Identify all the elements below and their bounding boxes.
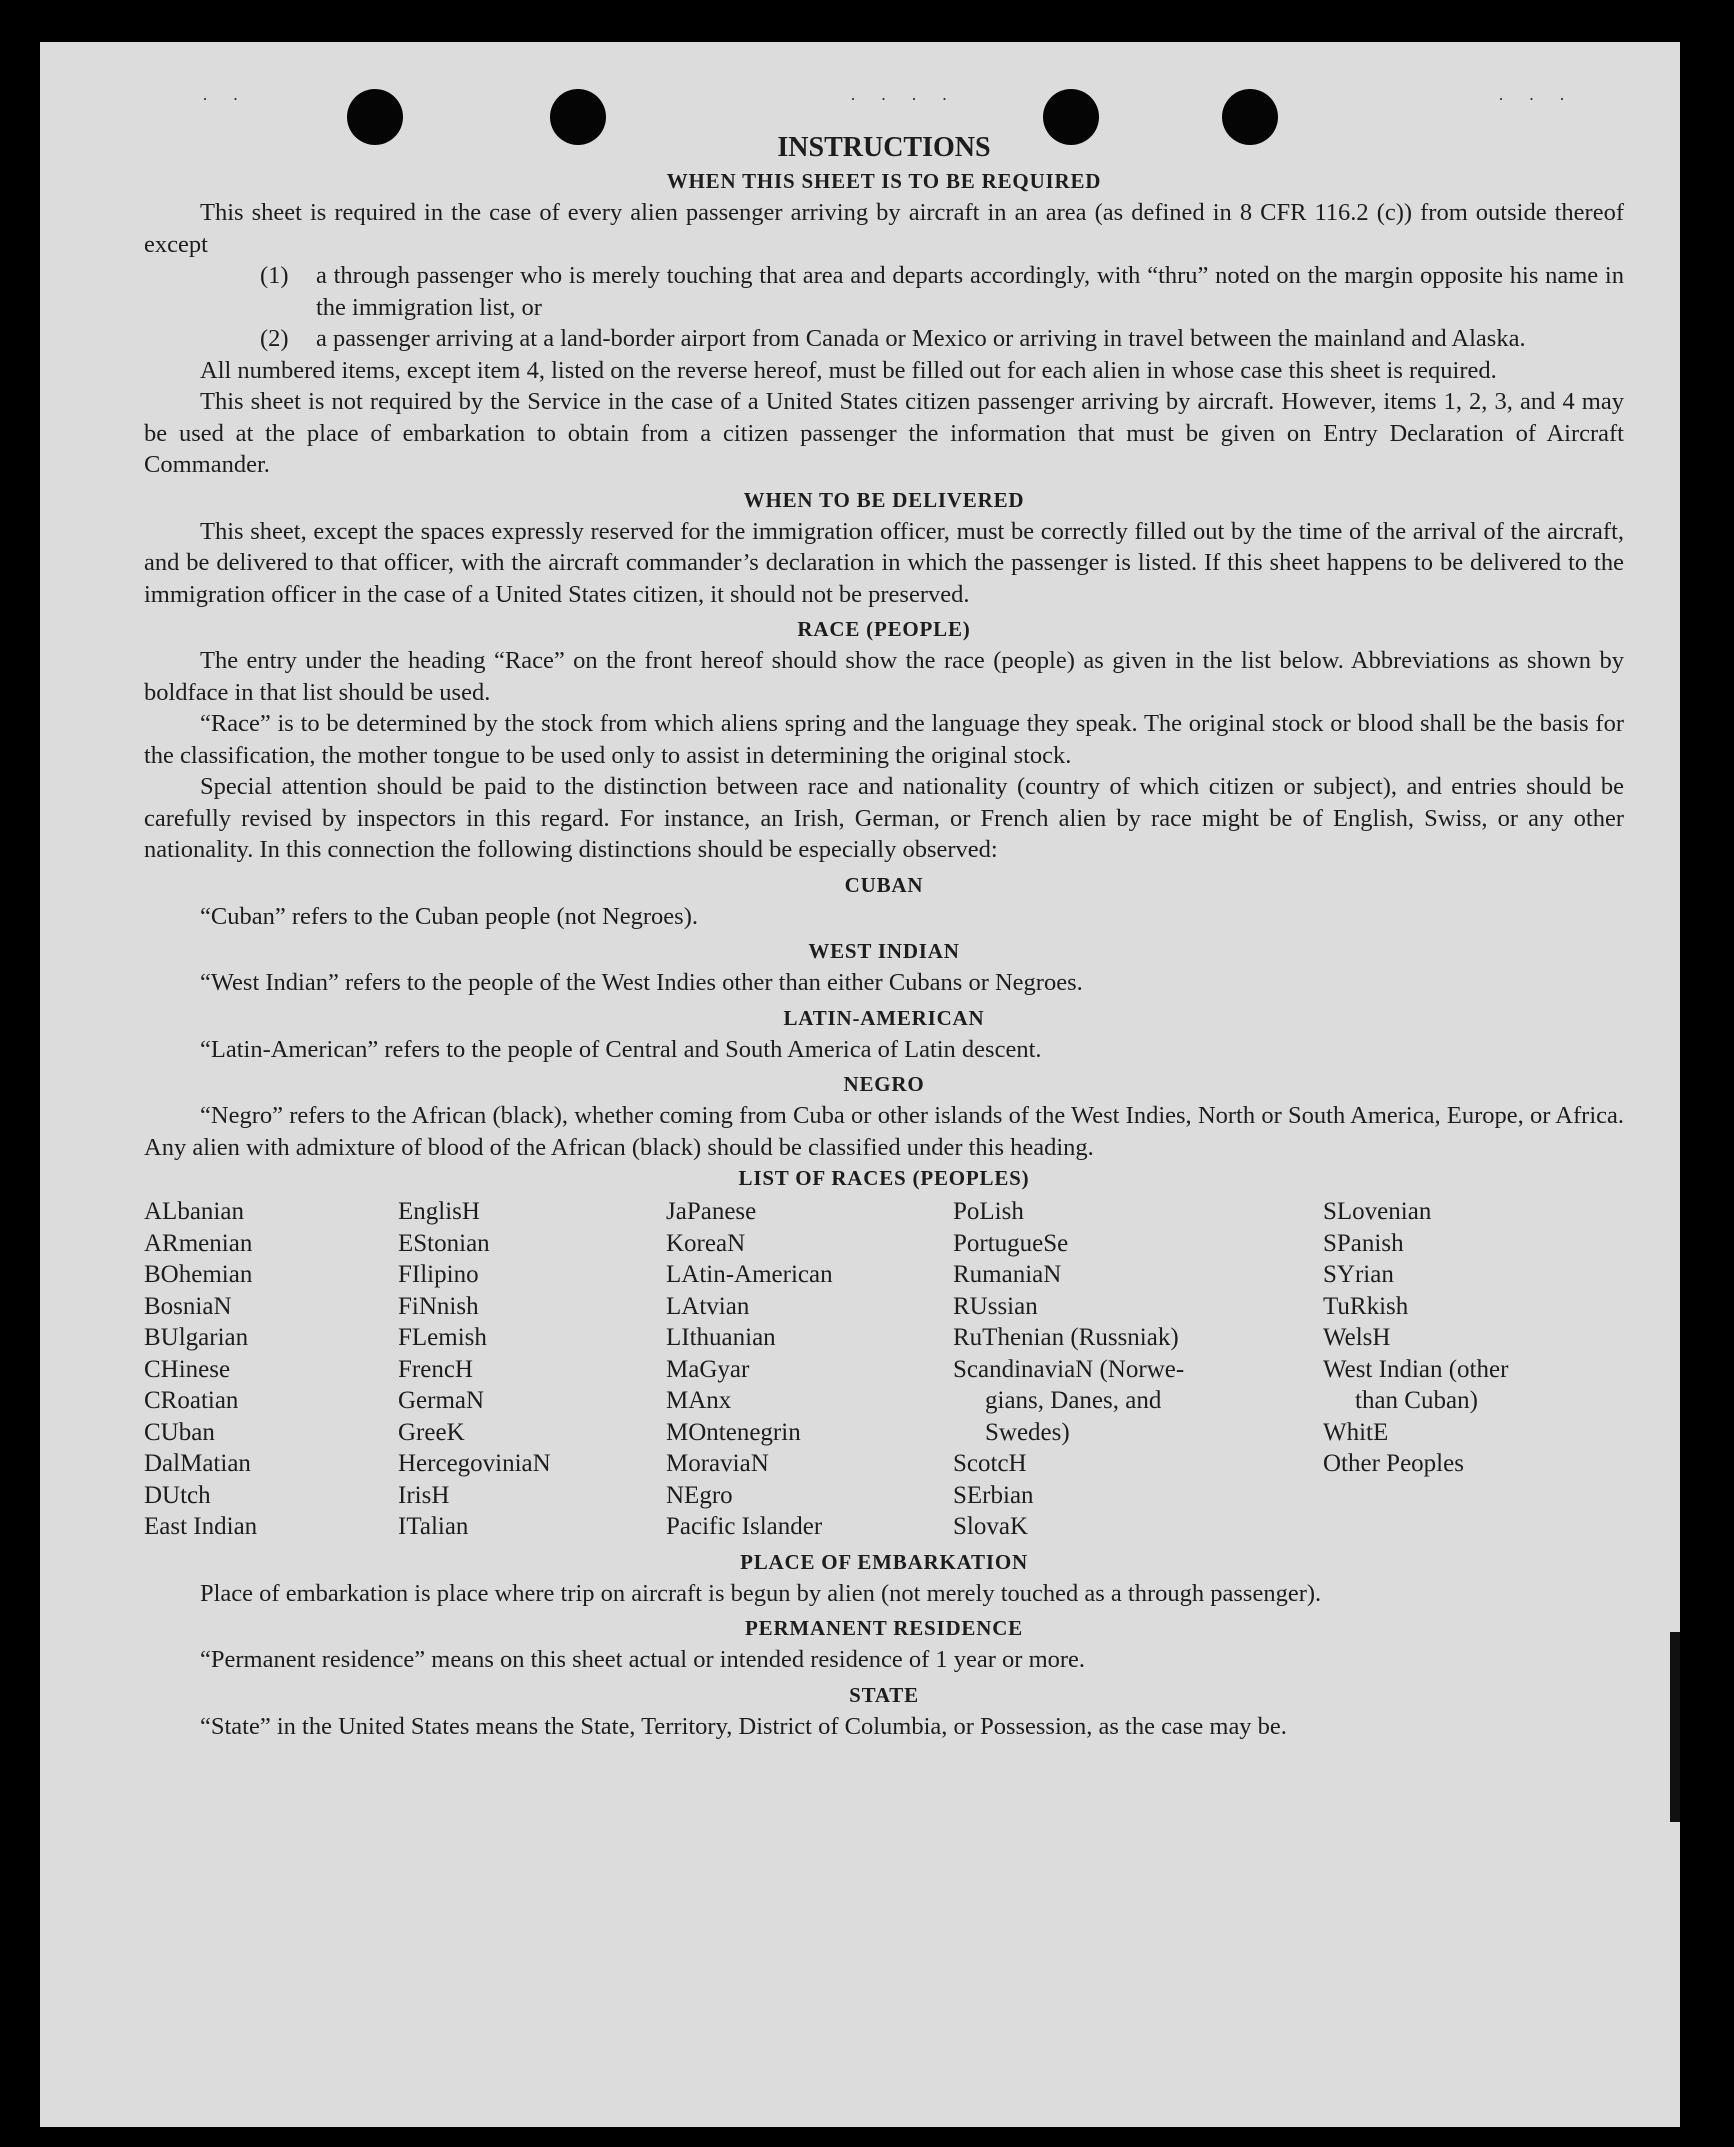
- race-entry: LAtvian: [666, 1292, 750, 1320]
- paragraph: The entry under the heading “Race” on the front hereof should show the race (people) as given in the list below. Abbreviations as shown by boldface in that list should be used.: [144, 647, 1624, 706]
- race-entry: CHinese: [144, 1355, 231, 1383]
- races-column: [1323, 1196, 1593, 1543]
- races-column: [953, 1196, 1323, 1543]
- paragraph: “Race” is to be determined by the stock from which aliens spring and the language they speak. The original stock or blood shall be the basis for the classification, the mother tongue to be used only to assist in determining the original stock.: [144, 710, 1624, 769]
- section-heading: STATE: [849, 1682, 919, 1707]
- item-number: (1): [260, 262, 289, 289]
- item-text: a passenger arriving at a land-border airport from Canada or Mexico or arriving in travel between the mainland and Alaska.: [316, 325, 1526, 352]
- race-entry: PoLish: [953, 1198, 1024, 1225]
- races-column: [398, 1196, 666, 1543]
- paragraph: Place of embarkation is place where trip on aircraft is begun by alien (not merely touched as a through passenger).: [200, 1579, 1322, 1607]
- item-number: (2): [260, 325, 289, 352]
- race-entry: EnglisH: [398, 1198, 480, 1225]
- document-page: [40, 42, 1680, 2127]
- race-entry: KoreaN: [666, 1229, 746, 1257]
- race-entry: ScandinaviaN (Norwe-: [953, 1355, 1185, 1383]
- race-entry: Pacific Islander: [666, 1513, 823, 1540]
- race-entry: MAnx: [666, 1387, 732, 1414]
- race-entry: MoraviaN: [666, 1450, 769, 1477]
- scan-edge-mark: [1670, 1632, 1680, 1822]
- race-entry: CUban: [144, 1418, 215, 1446]
- scan-speck: · · ·: [1498, 89, 1575, 109]
- section-heading: LATIN-AMERICAN: [783, 1005, 985, 1030]
- race-entry: West Indian (other: [1323, 1355, 1509, 1383]
- paragraph: “Permanent residence” means on this sheet actual or intended residence of 1 year or more.: [200, 1646, 1086, 1673]
- race-entry: CRoatian: [144, 1387, 239, 1414]
- race-entry: SErbian: [953, 1481, 1034, 1509]
- race-entry: JaPanese: [666, 1198, 757, 1225]
- race-entry: East Indian: [144, 1513, 258, 1540]
- section-heading: NEGRO: [843, 1072, 925, 1096]
- races-column: [144, 1196, 398, 1543]
- paragraph: All numbered items, except item 4, listed on the reverse hereof, must be filled out for each alien in whose case this sheet is required.: [200, 356, 1497, 384]
- race-entry: NEgro: [666, 1481, 733, 1509]
- race-entry: BOhemian: [144, 1261, 253, 1288]
- paragraph: “Cuban” refers to the Cuban people (not Negroes).: [200, 902, 698, 930]
- race-entry: SlovaK: [953, 1513, 1028, 1540]
- list-item: [144, 260, 1624, 323]
- paragraph: This sheet is required in the case of every alien passenger arriving by aircraft in an area (as defined in 8 CFR 116.2 (c)) from outside thereof except: [144, 199, 1624, 258]
- section-heading: WHEN TO BE DELIVERED: [743, 487, 1025, 512]
- list-item: [144, 323, 1624, 355]
- paragraph: Special attention should be paid to the distinction between race and nationality (country of which citizen or subject), and entries should be carefully revised by inspectors in this regard. For instance, an Irish, German, or French alien by race might be of English, Swiss, or any other nationality. In this connection the following distinctions should be especially observed:: [144, 773, 1624, 863]
- race-entry: ScotcH: [953, 1450, 1027, 1477]
- race-entry: DalMatian: [144, 1450, 251, 1477]
- section-heading: RACE (PEOPLE): [797, 617, 971, 641]
- scan-speck: · · · ·: [850, 89, 958, 109]
- race-entry: MaGyar: [666, 1355, 750, 1383]
- race-entry: FrencH: [398, 1355, 473, 1383]
- race-entry: DUtch: [144, 1481, 211, 1509]
- race-entry: WelsH: [1323, 1324, 1391, 1351]
- race-entry: FLemish: [398, 1324, 487, 1351]
- race-entry: MOntenegrin: [666, 1418, 801, 1446]
- section-heading: CUBAN: [844, 872, 924, 897]
- race-entry-continuation: Swedes): [985, 1418, 1070, 1446]
- race-entry: EStonian: [398, 1229, 490, 1257]
- race-entry: SPanish: [1323, 1229, 1404, 1257]
- paragraph: This sheet is not required by the Service in the case of a United States citizen passenger arriving by aircraft. However, items 1, 2, 3, and 4 may be used at the place of embarkation to obtain from a citizen passenger the information that must be given on Entry Declaration of Aircraft Commander.: [144, 388, 1624, 478]
- races-column: [666, 1196, 953, 1543]
- race-entry: ITalian: [398, 1513, 469, 1540]
- races-table: [144, 1196, 1624, 1543]
- race-entry: BUlgarian: [144, 1324, 249, 1351]
- race-entry: IrisH: [398, 1481, 450, 1509]
- race-entry: LAtin-American: [666, 1261, 833, 1288]
- race-entry: TuRkish: [1323, 1292, 1409, 1320]
- section-heading: PLACE OF EMBARKATION: [740, 1549, 1028, 1574]
- race-entry: RUssian: [953, 1292, 1038, 1320]
- race-entry: RumaniaN: [953, 1261, 1062, 1288]
- race-entry: ARmenian: [144, 1229, 253, 1257]
- race-entry: BosniaN: [144, 1292, 232, 1320]
- race-entry: SLovenian: [1323, 1198, 1432, 1225]
- race-entry: WhitE: [1323, 1418, 1389, 1446]
- paragraph: “State” in the United States means the State, Territory, District of Columbia, or Possession, as the case may be.: [200, 1712, 1287, 1740]
- race-entry: GreeK: [398, 1418, 465, 1446]
- race-entry: LIthuanian: [666, 1324, 776, 1351]
- section-heading: PERMANENT RESIDENCE: [745, 1616, 1023, 1640]
- paragraph: “Negro” refers to the African (black), whether coming from Cuba or other islands of the West Indies, North or South America, Europe, or Africa. Any alien with admixture of blood of the African (black) should be classified under this heading.: [144, 1102, 1624, 1161]
- race-entry: SYrian: [1323, 1261, 1394, 1288]
- race-entry-continuation: gians, Danes, and: [985, 1387, 1162, 1414]
- race-entry: HercegoviniaN: [398, 1450, 551, 1477]
- section-heading: WHEN THIS SHEET IS TO BE REQUIRED: [666, 169, 1102, 193]
- race-entry: FiNnish: [398, 1292, 479, 1320]
- section-heading: WEST INDIAN: [808, 939, 960, 963]
- section-heading: LIST OF RACES (PEOPLES): [738, 1166, 1030, 1190]
- race-entry-continuation: than Cuban): [1355, 1387, 1478, 1414]
- race-entry: Other Peoples: [1323, 1450, 1464, 1477]
- page-title: INSTRUCTIONS: [777, 132, 991, 163]
- race-entry: ALbanian: [144, 1198, 244, 1225]
- race-entry: PortugueSe: [953, 1229, 1069, 1257]
- item-text: a through passenger who is merely touching that area and departs accordingly, with “thru” noted on the margin opposite his name in the immigration list, or: [316, 262, 1624, 321]
- race-entry: GermaN: [398, 1387, 485, 1414]
- paragraph: “Latin-American” refers to the people of Central and South America of Latin descent.: [200, 1035, 1042, 1063]
- scan-speck: · ·: [202, 89, 249, 109]
- race-entry: FIlipino: [398, 1261, 479, 1288]
- race-entry: RuThenian (Russniak): [953, 1324, 1179, 1351]
- instructions-body: [144, 130, 1624, 1742]
- paragraph: “West Indian” refers to the people of the West Indies other than either Cubans or Negroes.: [200, 969, 1083, 996]
- paragraph: This sheet, except the spaces expressly reserved for the immigration officer, must be correctly filled out by the time of the arrival of the aircraft, and be delivered to that officer, with the aircraft commander’s declaration in which the passenger is listed. If this sheet happens to be delivered to the immigration officer in the case of a United States citizen, it should not be preserved.: [144, 517, 1624, 608]
